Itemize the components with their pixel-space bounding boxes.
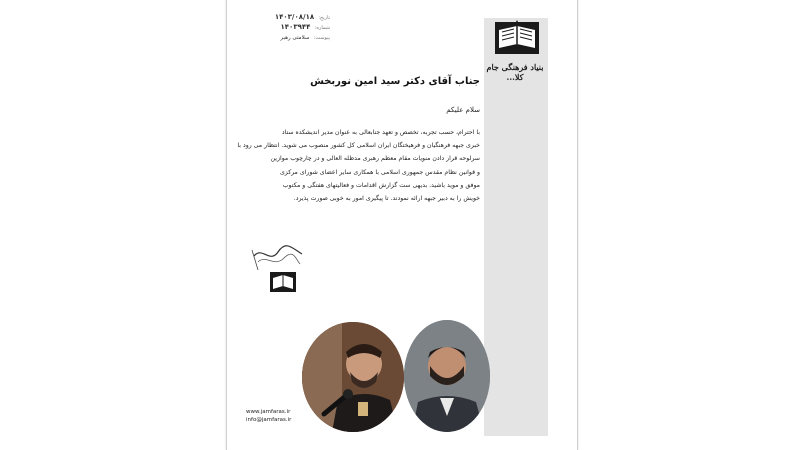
portrait-photo-right bbox=[404, 320, 490, 432]
body-line: و قوانین نظام مقدس جمهوری اسلامی با همکاری سایر اعضای شورای مرکزی bbox=[279, 168, 480, 176]
date-label: تاریخ: bbox=[318, 15, 330, 21]
recipient-title: جناب آقای دکتر سید امین نوربخش bbox=[310, 76, 480, 87]
book-emblem-icon bbox=[494, 20, 540, 56]
portrait-left-illustration bbox=[302, 322, 404, 432]
letter-meta bbox=[250, 12, 330, 42]
body-line: خویش را به دبیر جبهه ارائه نمودند. تا پیگیری امور به خوبی صورت پذیرد. bbox=[293, 194, 480, 202]
portrait-right-illustration bbox=[404, 320, 490, 432]
date-row bbox=[250, 12, 330, 22]
number-row bbox=[250, 22, 330, 32]
website-link[interactable]: www.jamfaras.ir bbox=[246, 409, 291, 415]
date-value: ۱۴۰۳/۰۸/۱۸ bbox=[274, 13, 315, 21]
footer-contact bbox=[246, 408, 291, 424]
body-line: موفق و موید باشید. بدیهی ست گزارش اقدامات و فعالیتهای هفتگی و مکتوب bbox=[282, 181, 480, 189]
number-label: شماره: bbox=[314, 25, 330, 31]
number-value: ۱۴۰۳۹۴۴ bbox=[280, 23, 311, 31]
body-line: خبری جبهه فرهنگیان و فرهیختگان ایران اسلامی کل کشور منصوب می شوید. انتظار می رود با bbox=[237, 142, 480, 150]
portrait-photo-left bbox=[302, 322, 404, 432]
organization-name: بنیاد فرهنگی جام کلا... bbox=[486, 62, 544, 82]
email-link[interactable]: info@jamfaras.ir bbox=[246, 417, 292, 423]
letter-body bbox=[234, 126, 480, 205]
body-line: سرلوحه قرار دادن منویات مقام معظم رهبری مدظله العالی و در چارچوب موازین bbox=[270, 155, 480, 163]
attachment-value: سلامتی رهبر bbox=[280, 35, 310, 41]
attachment-label: پیوست: bbox=[313, 35, 330, 41]
greeting: سلام علیکم bbox=[446, 106, 480, 114]
attachment-row bbox=[250, 32, 330, 42]
signature-stamp-icon bbox=[248, 240, 308, 300]
body-line: با احترام، حسب تجربه، تخصص و تعهد جنابعالی به عنوان مدیر اندیشکده ستاد bbox=[281, 129, 480, 136]
